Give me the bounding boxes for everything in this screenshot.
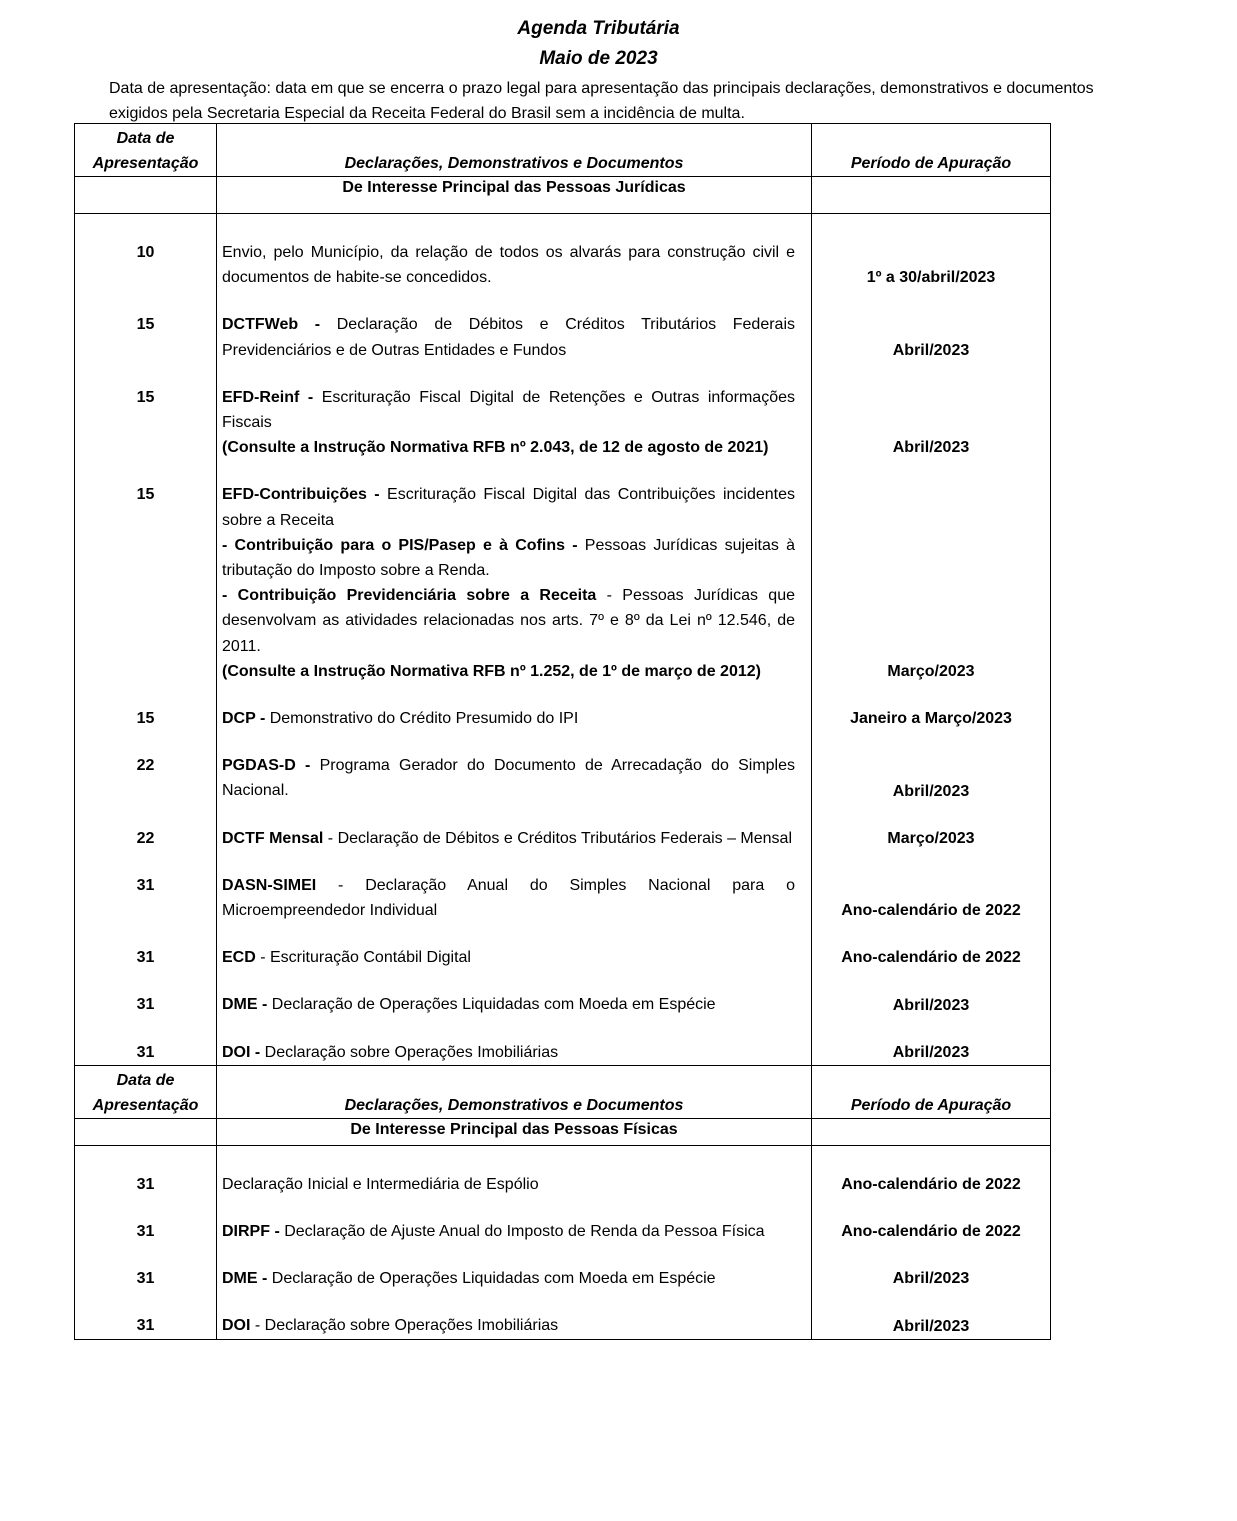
row-date: 15 — [75, 460, 217, 684]
row-desc-main — [222, 482, 795, 532]
row-doc-code: DOI - — [222, 1043, 261, 1061]
row-doc-code: DME - — [222, 1270, 268, 1288]
row-doc-code: DME - — [222, 996, 268, 1014]
row-date: 22 — [75, 731, 217, 803]
table-row — [75, 363, 1051, 461]
row-period: Abril/2023 — [812, 970, 1051, 1017]
row-description — [217, 1145, 812, 1197]
header-docs: Declarações, Demonstrativos e Documentos — [217, 124, 812, 177]
row-description — [217, 290, 812, 362]
row-sub-code: - Contribuição Previdenciária sobre a Receita — [222, 587, 597, 605]
row-doc-text: Escrituração Fiscal Digital de Retenções e Outras informações Fiscais — [222, 388, 796, 432]
row-desc-main — [222, 706, 795, 731]
row-desc-main — [222, 240, 795, 290]
row-desc-main — [222, 385, 795, 435]
row-period: Ano-calendário de 2022 — [812, 1197, 1051, 1244]
row-doc-text: - Declaração Anual do Simples Nacional para o Microempreendedor Individual — [222, 876, 795, 920]
row-period: Abril/2023 — [812, 731, 1051, 803]
row-period: Ano-calendário de 2022 — [812, 923, 1051, 970]
row-description — [217, 923, 812, 970]
table-row — [75, 731, 1051, 803]
row-period: Ano-calendário de 2022 — [812, 851, 1051, 923]
row-period: Ano-calendário de 2022 — [812, 1145, 1051, 1197]
table-row — [75, 804, 1051, 851]
row-doc-code: DOI — [222, 1317, 251, 1335]
row-sub-item — [222, 583, 795, 659]
row-date: 31 — [75, 1145, 217, 1197]
table-row — [75, 214, 1051, 291]
row-doc-code: EFD-Contribuições - — [222, 486, 380, 504]
row-doc-code: DCTF Mensal — [222, 829, 324, 847]
row-date: 22 — [75, 804, 217, 851]
table-row — [75, 1197, 1051, 1244]
table-row — [75, 1018, 1051, 1066]
row-desc-main — [222, 1266, 795, 1291]
row-description — [217, 731, 812, 803]
row-doc-text: - Declaração de Débitos e Créditos Tributários Federais – Mensal — [323, 829, 792, 847]
row-desc-main — [222, 1219, 795, 1244]
row-date: 31 — [75, 970, 217, 1017]
table-row — [75, 1291, 1051, 1339]
row-date: 15 — [75, 290, 217, 362]
row-description — [217, 851, 812, 923]
header-period: Período de Apuração — [812, 124, 1051, 177]
row-description — [217, 684, 812, 731]
row-description — [217, 363, 812, 461]
row-date: 15 — [75, 684, 217, 731]
row-period: Março/2023 — [812, 804, 1051, 851]
row-date: 15 — [75, 363, 217, 461]
row-description — [217, 970, 812, 1017]
row-note: (Consulte a Instrução Normativa RFB nº 1.252, de 1º de março de 2012) — [222, 662, 761, 680]
row-desc-main — [222, 945, 795, 970]
row-sub-code: - Contribuição para o PIS/Pasep e à Cofins - — [222, 536, 578, 554]
row-doc-code: PGDAS-D - — [222, 757, 311, 775]
row-doc-code: DCP - — [222, 710, 266, 728]
page-subtitle: Maio de 2023 — [539, 48, 658, 69]
section-title-pf: De Interesse Principal das Pessoas Físicas — [217, 1118, 812, 1145]
table-row — [75, 970, 1051, 1017]
row-period: 1º a 30/abril/2023 — [812, 214, 1051, 291]
row-sub-text: - Pessoas Jurídicas que desenvolvam as atividades relacionadas nos arts. 7º e 8º da Lei nº 12.546, de 2011. — [222, 587, 795, 655]
row-doc-text: Declaração de Débitos e Créditos Tributários Federais Previdenciários e de Outras Entidades e Fundos — [222, 316, 795, 359]
row-date: 31 — [75, 1291, 217, 1339]
row-description — [217, 804, 812, 851]
tax-agenda-table — [74, 123, 1051, 1340]
row-doc-text: Declaração de Ajuste Anual do Imposto de Renda da Pessoa Física — [279, 1223, 765, 1241]
row-description — [217, 1291, 812, 1339]
row-doc-code: DASN-SIMEI — [222, 876, 317, 894]
table-row — [75, 1145, 1051, 1197]
row-description — [217, 1197, 812, 1244]
row-doc-code: ECD — [222, 949, 256, 967]
row-desc-main — [222, 992, 795, 1017]
row-doc-text: Declaração de Operações Liquidadas com Moeda em Espécie — [267, 1270, 716, 1288]
row-desc-main — [222, 1313, 795, 1338]
row-date: 10 — [75, 214, 217, 291]
table-row — [75, 851, 1051, 923]
row-date: 31 — [75, 851, 217, 923]
row-doc-code: DCTFWeb - — [222, 316, 321, 334]
row-period: Abril/2023 — [812, 1291, 1051, 1339]
row-date: 31 — [75, 1018, 217, 1066]
row-desc-main — [222, 873, 795, 923]
header-period: Período de Apuração — [812, 1065, 1051, 1118]
table-header-2 — [75, 1065, 1051, 1118]
row-doc-code: EFD-Reinf - — [222, 388, 314, 406]
row-doc-text: Demonstrativo do Crédito Presumido do IPI — [265, 710, 579, 728]
row-desc-main — [222, 1040, 795, 1065]
table-row — [75, 460, 1051, 684]
row-period: Abril/2023 — [812, 290, 1051, 362]
row-desc-main — [222, 312, 795, 362]
row-date: 31 — [75, 1197, 217, 1244]
row-doc-text: Declaração de Operações Liquidadas com Moeda em Espécie — [267, 996, 716, 1014]
row-period: Abril/2023 — [812, 1018, 1051, 1066]
row-doc-text: Envio, pelo Município, da relação de todos os alvarás para construção civil e documentos de habite-se concedidos. — [222, 244, 795, 287]
row-doc-code: DIRPF - — [222, 1223, 280, 1241]
row-date: 31 — [75, 1244, 217, 1291]
row-period: Abril/2023 — [812, 1244, 1051, 1291]
row-period: Março/2023 — [812, 460, 1051, 684]
row-note: (Consulte a Instrução Normativa RFB nº 2.043, de 12 de agosto de 2021) — [222, 439, 769, 457]
header-docs: Declarações, Demonstrativos e Documentos — [217, 1065, 812, 1118]
table-row — [75, 1244, 1051, 1291]
row-doc-text: Declaração Inicial e Intermediária de Espólio — [222, 1175, 539, 1193]
section-row-pf — [75, 1118, 1051, 1145]
page-title: Agenda Tributária — [517, 18, 680, 39]
intro-text: Data de apresentação: data em que se encerra o prazo legal para apresentação das principais declarações, demonstrativos e documentos exigidos pela Secretaria Especial da Receita Federal do Brasil sem a incidência de multa. — [109, 80, 1094, 122]
table-row — [75, 923, 1051, 970]
row-doc-text: - Escrituração Contábil Digital — [255, 949, 471, 967]
row-doc-text: Declaração sobre Operações Imobiliárias — [260, 1043, 559, 1061]
section-row-pj — [75, 177, 1051, 214]
row-description — [217, 460, 812, 684]
row-description — [217, 214, 812, 291]
row-period: Janeiro a Março/2023 — [812, 684, 1051, 731]
row-desc-main — [222, 1172, 795, 1197]
row-desc-main — [222, 826, 795, 851]
row-period: Abril/2023 — [812, 363, 1051, 461]
table-header — [75, 124, 1051, 177]
table-row — [75, 684, 1051, 731]
row-date: 31 — [75, 923, 217, 970]
header-date: Data de Apresentação — [75, 1065, 217, 1118]
row-doc-text: Escrituração Fiscal Digital das Contribuições incidentes sobre a Receita — [222, 486, 795, 529]
row-sub-text: Pessoas Jurídicas sujeitas à tributação do Imposto sobre a Renda. — [222, 536, 795, 580]
header-date: Data de Apresentação — [75, 124, 217, 177]
row-description — [217, 1244, 812, 1291]
table-row — [75, 290, 1051, 362]
row-description — [217, 1018, 812, 1066]
row-desc-main — [222, 753, 795, 803]
row-sub-item — [222, 533, 795, 583]
row-doc-text: - Declaração sobre Operações Imobiliárias — [250, 1317, 559, 1335]
section-title-pj: De Interesse Principal das Pessoas Jurídicas — [217, 177, 812, 214]
row-doc-text: Programa Gerador do Documento de Arrecadação do Simples Nacional. — [222, 757, 795, 800]
